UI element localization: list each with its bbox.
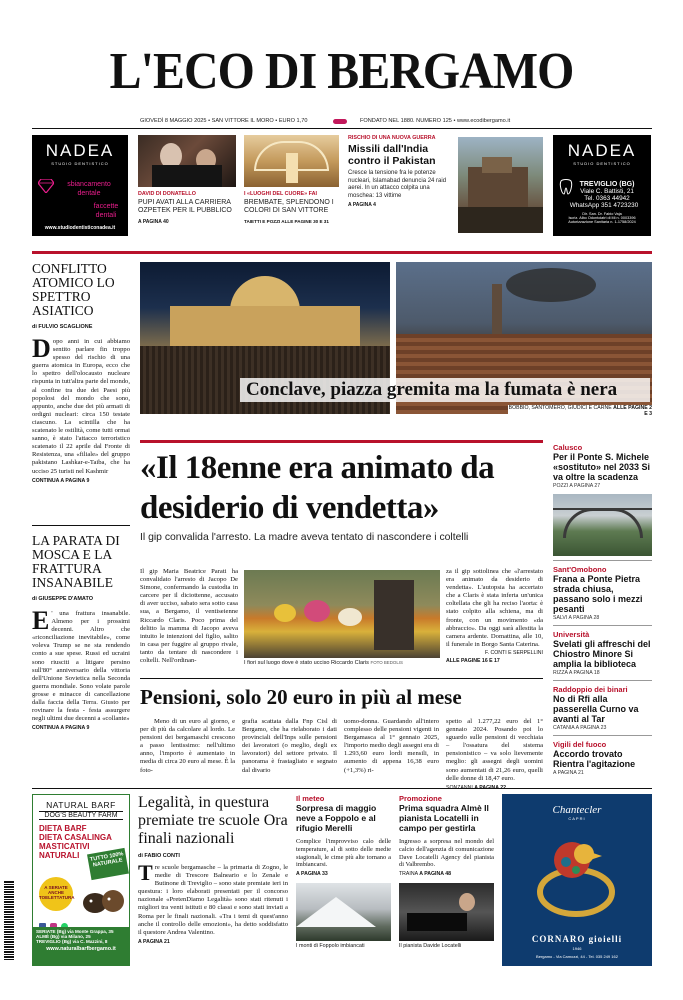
main-ref[interactable]: ALLE PAGINE 16 E 17 [446, 657, 500, 664]
ad-nadea-brand: NADEA [45, 141, 115, 160]
right-item-calusco[interactable] [553, 443, 652, 489]
editorial-parata-text: ' una frattura insanabile. Almeno per i prossimi decenni. Altro che «riconciliazione inevitabile», come voleva Trump se ne sta rendendo conto a sue spese. Russi ed ucraini sono riusciti a litigare persino sull'80° anniversario della vittoria dell'Unione Sovietica nella Seconda guerra mondiale. Sono volate parole grosse e minacce di cancellazione dalla faccia della Terra. Giusto per rovinare la festa - festa assurgere negli ultimi due decenni a «collante» [32, 610, 130, 723]
promozione-photo [399, 883, 494, 941]
teaser-india-photo [458, 137, 543, 233]
barcode [4, 880, 14, 960]
main-rule [140, 440, 543, 443]
main-caption-credit: FOTO BEDOLIS [370, 660, 403, 665]
promozione-body: Ingresso a sorpresa nel mondo del calcio dell'agenzia di comunicazione Dave Locatelli Agency del pianista di Valbrembo. [399, 838, 494, 869]
conclave-ref [508, 405, 652, 417]
pensioni-col4: spetto al 1.277,22 euro del 1° gennaio 2024. Posando poi lo sguardo sulle pensioni di vecchiaia – l'ossatura del sistema pensionistico – va solo lievemente meglio: gli assegni degli uomini sono aumentati di 21,26 euro, quelli delle donne di 18,47 euro. [446, 718, 543, 782]
teaser-india-text: Cresce la tensione fra le potenze nucleari, Islamabad denuncia 24 raid aerei. In un attacco colpita una moschea: 13 vittime [348, 170, 447, 199]
ad-barf-a1: SERIATE (Bg) via Monte Grappa, 35 [36, 929, 114, 934]
legalita-headline: Legalità, in questura premiate tre scuole Ora finali nazionali [138, 794, 288, 847]
teaser-india-kicker: RISCHIO DI UNA NUOVA GUERRA [348, 135, 436, 141]
meteo-headline: Sorpresa di maggio neve a Foppolo e al rifugio Merelli [296, 803, 377, 833]
ad-barf-brand1: NATURAL BARF [46, 800, 116, 810]
editorial-conflitto-byline: di FULVIO SCAGLIONE [32, 324, 93, 330]
main-col1: Il gip Maria Beatrice Parati ha convalidato l'arresto di Jacopo De Simone, confermando la custodia in carcere per il diciottenne, accusato di aver ucciso, sabato sera sotto casa sua, a Bergamo, il ventiseienne Riccardo Claris. Poco prima del delitto la mamma di Jacopo aveva intuito le intenzioni del figlio, salito in casa per fuggire al gruppo rivale, tanto da tentare di nascondere i coltelli. Nell'ordinan- [140, 568, 238, 665]
right-kicker: Calusco [553, 443, 583, 452]
founded-line: FONDATO NEL 1880. NUMERO 125 • www.ecodibergamo.it [360, 118, 511, 124]
legalita-text: re scuole bergamasche – la primaria di Zogno, le medie di Trescore Balneario e lo Zenale e Butinone di Treviglio – sono state premiate ieri in questura: i loro elaborati presentati per il concorso nazionale «PretenDiamo Legalità» sono stati ritenuti i migliori tra venti istituti e 80 classi e sono stati inviati a Roma per le finali nazionali. «Tra i temi di quest'anno anche il controllo delle emozioni», ha detto soddisfatto il questore Andrea Valentino. [138, 864, 288, 936]
promozione-headline: Prima squadra Almè Il pianista Locatelli in campo per gestirla [399, 803, 489, 833]
right-kicker: Vigili del fuoco [553, 740, 607, 749]
right-divider [553, 680, 652, 681]
right-column [553, 443, 652, 783]
ad-barf-badge2: A SERIATE ANCHE TOELETTATURA [39, 877, 73, 911]
legalita-story[interactable] [138, 794, 288, 966]
date-line: GIOVEDÌ 8 MAGGIO 2025 • SAN VITTORE IL MORO • EURO 1,70 [140, 118, 308, 124]
ad-barf-a3: TREVIGLIO (Bg) via C. Mazzini, 8 [36, 939, 108, 944]
ad-nadea-line4: dentali [95, 212, 117, 219]
right-ref: SALVI A PAGINA 28 [553, 615, 600, 621]
ad-chantecler[interactable] [502, 794, 652, 966]
diamond-icon [38, 179, 54, 193]
conclave-block[interactable] [140, 262, 652, 426]
ad-nadea-sub: STUDIO DENTISTICO [51, 161, 109, 166]
rooster-ring-icon [526, 830, 626, 920]
promozione-story[interactable] [399, 794, 494, 966]
masthead-ornament [333, 119, 347, 124]
right-kicker: Sant'Omobono [553, 565, 607, 574]
ad-barf-brand2: DOG'S BEAUTY FARM [39, 811, 123, 820]
ad-natural-barf[interactable] [32, 794, 130, 966]
editorial-conflitto-text: opo anni in cui abbiamo sentito parlare fin troppo spesso del rischio di una guerra atomica in Europa, ecco che lo spettro dell'olocausto nucleare rispunta in tutt'altra parte del mondo, al confine tra due dei Paesi più popolosi del mondo che sono, appunto, anche due dei più armati di ordigni nucleari: circa 150 testate ciascuno. La scintilla che ha scatenato le ostilità, come tutti ormai sanno, è stato l'attacco terroristico scatenato il 22 aprile dal Fronte di Resistenza, una «filiale» del gruppo pakistano Lashkar-e-Taiba, che ha ucciso 25 turisti nel Kashmir [32, 338, 130, 475]
tooth-icon [559, 179, 573, 195]
ad-barf-l3: MASTICATIVI [39, 842, 90, 851]
main-headline: «Il 18enne era animato da desiderio di vendetta» [140, 450, 495, 526]
promozione-kicker: Promozione [399, 794, 442, 803]
ad-chantecler-address: Bergamo - Via Camozzi, 44 - Tel. 035 249 162 [536, 954, 618, 959]
main-subhead: Il gip convalida l'arresto. La madre aveva tentato di nascondere i coltelli [140, 532, 469, 543]
teaser-india-headline: Missili dall'India contro il Pakistan [348, 143, 436, 167]
editorial-conflitto[interactable] [32, 262, 130, 520]
right-item-vigili[interactable] [553, 740, 652, 776]
right-divider [553, 560, 652, 561]
ad-nadea-right-brand: NADEA [567, 141, 637, 160]
pensioni-story[interactable] [140, 684, 543, 784]
right-headline: Svelati gli affreschi del Chiostro Minore Si amplia la biblioteca [553, 639, 651, 669]
right-photo-bridge [553, 494, 652, 556]
pensioni-col4-wrap [446, 718, 543, 791]
editorial-conflitto-cont[interactable]: CONTINUA A PAGINA 9 [32, 477, 90, 484]
teaser-david-text: PUPI AVATI ALLA CARRIERA OZPETEK PER IL PUBBLICO [138, 199, 232, 215]
teaser-david-kicker: DAVID DI DONATELLO [138, 191, 196, 197]
conclave-headline: Conclave, piazza gremita ma la fumata è nera [240, 378, 650, 402]
right-headline: Per il Ponte S. Michele «sostituto» nel 2033 Si va oltre la scadenza [553, 452, 651, 482]
meteo-body: Complice l'improvviso calo delle temperature, al di sotto delle medie stagionali, le cime più alte tornano a imbiancarsi. [296, 838, 391, 869]
teaser-brembate-photo [244, 135, 339, 187]
social-icons [39, 917, 79, 925]
masthead [0, 0, 683, 130]
teaser-david-photo [138, 135, 236, 187]
ad-chantecler-since: 1946 [572, 946, 582, 951]
ad-nadea-right-tel: Tel. 0363 44942 [584, 195, 630, 202]
main-col2-wrap [446, 568, 543, 664]
pensioni-rule [140, 678, 543, 679]
masthead-title: L'ECO DI BERGAMO [109, 43, 574, 100]
bottom-rule [32, 788, 652, 789]
meteo-kicker: Il meteo [296, 794, 325, 803]
ad-nadea-line1: sbiancamento [67, 181, 111, 188]
ad-barf-addresses [33, 927, 129, 965]
right-ref: POZZI A PAGINA 27 [553, 483, 601, 489]
editorial-parata-headline: LA PARATA DI MOSCA E LA FRATTURA INSANABILE [32, 533, 120, 590]
legalita-byline: di FABIO CONTI [138, 853, 180, 859]
top-band-rule [32, 251, 652, 254]
teaser-india-ref: A PAGINA 4 [348, 202, 376, 209]
editorial-parata[interactable] [32, 534, 130, 782]
meteo-photo [296, 883, 391, 941]
right-item-raddoppio[interactable] [553, 685, 652, 731]
meteo-ref[interactable]: A PAGINA 33 [296, 871, 328, 878]
ad-nadea-right-fine1: Dir. San. Dr. Fabio Vaja [582, 212, 622, 216]
main-photo-flowers [244, 570, 440, 658]
editorial-parata-body [32, 606, 130, 723]
ad-nadea-right-street: Viale C. Battisti, 21 [580, 188, 634, 195]
ad-nadea-right-sub: STUDIO DENTISTICO [573, 161, 631, 166]
ad-nadea-line2: dentale [77, 190, 101, 197]
editorial-conflitto-body [32, 334, 130, 476]
meteo-caption: I monti di Foppolo imbiancati [296, 943, 365, 950]
legalita-body [138, 860, 288, 937]
promozione-ref: A PAGINA 48 [419, 871, 452, 878]
legalita-ref[interactable]: A PAGINA 21 [138, 938, 170, 945]
editorial-rule [32, 525, 130, 526]
right-headline: Accordo trovato Rientra l'agitazione [553, 749, 636, 769]
editorial-conflitto-headline: CONFLITTO ATOMICO LO SPETTRO ASIATICO [32, 261, 115, 318]
dog-icon [79, 881, 127, 915]
right-item-universita[interactable] [553, 630, 652, 676]
pensioni-col2: grafia scattata dalla Fnp Cisl di Bergamo, che ha rielaborato i dati provinciali dell'Inps sulle pensioni dei lavoratori (o meglio, degli ex lavoratori) del settore privato. Il panorama è frastagliato e segnato dal divario [242, 718, 337, 774]
ad-nadea-right-fine2: Iscriz. Albo Odontoiatri di Mi n. 0003396 [568, 216, 636, 220]
pensioni-col1: Meno di un euro al giorno, e per di più da calcolare al lordo. Le pensioni dei bergamaschi crescono a passo lentissimo: nell'ultimo anno, l'importo è aumentato in media di circa 20 euro al mese. È la foto- [140, 718, 235, 774]
main-photo-caption [244, 660, 440, 666]
ad-barf-badge: TUTTO 100% NATURALE [87, 848, 129, 880]
main-caption-text: I fiori sul luogo dove è stato ucciso Riccardo Claris [244, 660, 369, 666]
teaser-india-pakistan[interactable] [348, 135, 543, 236]
right-ref: RIZZA A PAGINA 18 [553, 670, 600, 676]
ad-nadea-right-whatsapp: WhatsApp 351 4723230 [569, 202, 639, 209]
teaser-david[interactable] [138, 135, 236, 236]
promozione-caption: Il pianista Davide Locatelli [399, 943, 462, 950]
editorial-parata-cont[interactable]: CONTINUA A PAGINA 9 [32, 725, 90, 732]
ad-chantecler-jeweler: CORNARO gioielli [531, 934, 623, 944]
ad-chantecler-city: CAPRI [568, 816, 586, 821]
right-kicker: Raddoppio dei binari [553, 685, 628, 694]
ad-barf-l2: DIETA CASALINGA [39, 833, 112, 842]
ad-barf-url: www.naturalbarfbergamo.it [46, 946, 116, 952]
teaser-brembate[interactable] [244, 135, 339, 236]
ad-nadea-url: www.studiodentisticonadea.it [44, 225, 116, 231]
right-headline: Frana a Ponte Pietra strada chiusa, passano solo i mezzi pesanti [553, 574, 643, 614]
teaser-david-ref: A PAGINA 40 [138, 218, 169, 225]
conclave-ref-names: BOBBIO, SANTOMERO, GIUDICI E CARNE [508, 405, 612, 411]
ad-chantecler-brand: Chantecler [552, 804, 602, 816]
ad-nadea-left[interactable] [32, 135, 128, 236]
dropcap: E [32, 606, 50, 635]
pensioni-col3: uomo-donna. Guardando all'intero complesso delle pensioni vigenti in Bergamasca al 1° gennaio 2025, l'importo medio degli assegni era di 1.293,60 euro lordi mensili, in aumento di appena 16,38 euro (+1,3%) ri- [344, 718, 439, 774]
main-story[interactable] [140, 448, 543, 670]
promozione-ref-author: TRAINA [399, 871, 418, 878]
editorial-parata-byline: di GIUSEPPE D'AMATO [32, 596, 93, 602]
right-item-santomobono[interactable] [553, 565, 652, 621]
ad-nadea-right-fine3: Autorizzazione Sanitaria n. 1-1758/2024 [568, 220, 636, 224]
masthead-rule [32, 128, 652, 129]
teaser-brembate-kicker: I «LUOGHI DEL CUORE» FAI [244, 191, 317, 197]
right-kicker: Università [553, 630, 590, 639]
ad-nadea-line3: faccette [93, 203, 119, 210]
right-divider [553, 735, 652, 736]
right-ref: A PAGINA 21 [553, 770, 584, 776]
pensioni-headline: Pensioni, solo 20 euro in più al mese [140, 685, 462, 709]
dropcap: D [32, 334, 51, 363]
main-col2: za il gip sottolinea che «l'arrestato era animato da desiderio di vendetta». L'autopsia ha accertato che a Claris è stata inferta un'unica coltellata che gli ha reciso l'aorta: è stato colpito alla schiena, ma di fronte, con un movimento «da abbraccio». Da oggi sarà allestita la camera ardente. Domattina, alle 10, il funerale in Borgo Santa Caterina. [446, 568, 543, 648]
dropcap: T [138, 860, 153, 885]
meteo-story[interactable] [296, 794, 391, 966]
ad-barf-l4: NATURALI [39, 851, 80, 860]
teaser-brembate-text: BREMBATE, SPLENDONO I COLORI DI SAN VITTORE [244, 199, 334, 215]
conclave-ref-pages: ALLE PAGINE 2 E 3 [613, 405, 652, 417]
right-ref: CATANIA A PAGINA 23 [553, 725, 607, 731]
right-divider [553, 625, 652, 626]
ad-barf-a2: ALMÈ (Bg) via Milano, 25 [36, 934, 91, 939]
ad-barf-l1: DIETA BARF [39, 824, 87, 833]
teaser-brembate-ref: TAIETTI E POZZI ALLE PAGINE 30 E 31 [244, 218, 329, 224]
promozione-ref-line[interactable] [399, 871, 494, 877]
ad-nadea-right[interactable] [553, 135, 651, 236]
main-authors: F. CONTI E SERPELLINI [485, 649, 543, 656]
right-headline: No di Rfi alla passerella Curno va avanti al Tar [553, 694, 639, 724]
ad-nadea-right-city: TREVIGLIO (BG) [579, 181, 635, 188]
